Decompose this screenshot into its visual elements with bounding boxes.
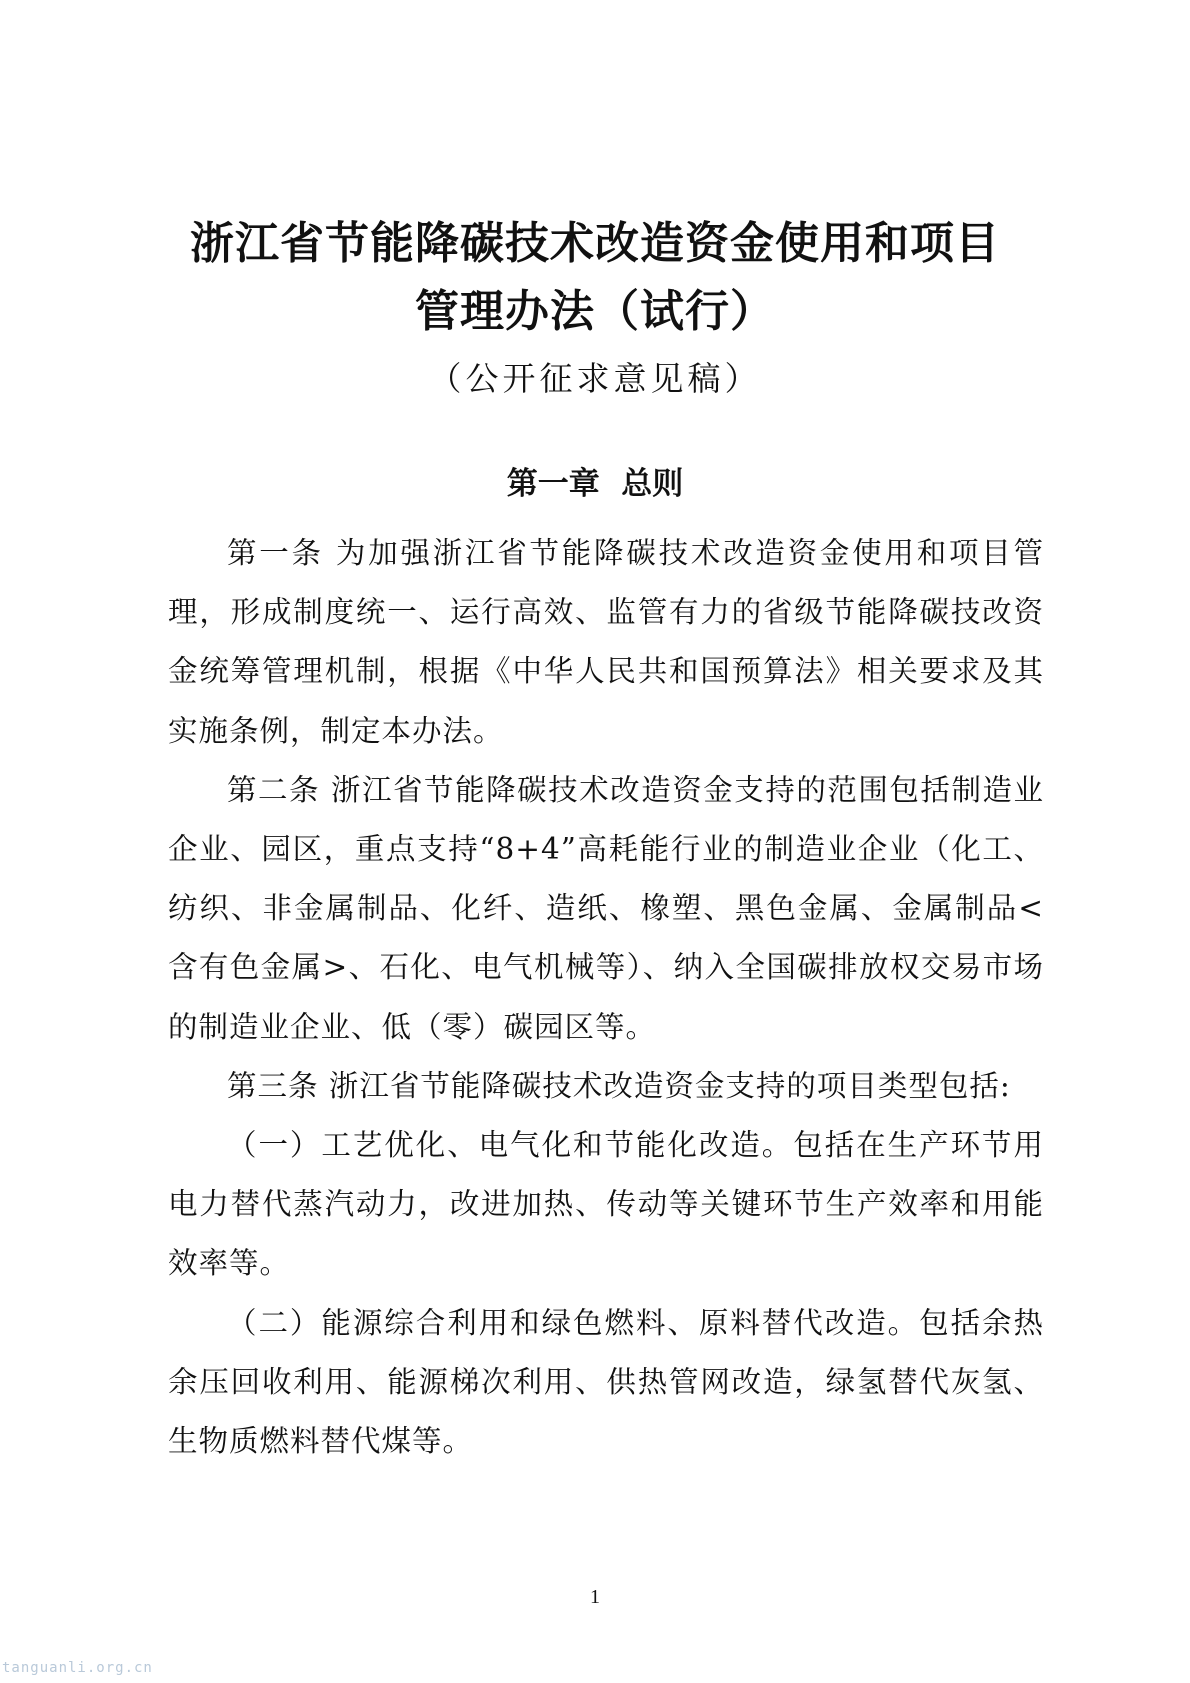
body-text [168, 524, 1044, 1471]
item-2-paragraph: （二）能源综合利用和绿色燃料、原料替代改造。包括余热余压回收利用、能源梯次利用、供热管网改造，绿氢替代灰氢、生物质燃料替代煤等。 [168, 1305, 1044, 1459]
article-2-paragraph: 第二条 浙江省节能降碳技术改造资金支持的范围包括制造业企业、园区，重点支持“8+4”高耗能行业的制造业企业（化工、纺织、非金属制品、化纤、造纸、橡塑、黑色金属、金属制品<含有色金属>、石化、电气机械等）、纳入全国碳排放权交易市场的制造业企业、低（零）碳园区等。 [168, 772, 1044, 1044]
article-3-paragraph: 第三条 浙江省节能降碳技术改造资金支持的项目类型包括: [227, 1068, 1011, 1103]
document-title-line-1: 浙江省节能降碳技术改造资金使用和项目 [190, 218, 1000, 269]
document-title-line-2: 管理办法（试行） [415, 286, 775, 337]
document-subtitle: （公开征求意见稿） [428, 359, 762, 398]
article-1-paragraph: 第一条 为加强浙江省节能降碳技术改造资金使用和项目管理，形成制度统一、运行高效、监管有力的省级节能降碳技改资金统筹管理机制，根据《中华人民共和国预算法》相关要求及其实施条例，制定本办法。 [168, 536, 1044, 748]
title-block [0, 210, 1190, 404]
chapter-heading: 第一章 总则 [506, 466, 684, 502]
page-number: 1 [590, 1586, 600, 1608]
item-1-paragraph: （一）工艺优化、电气化和节能化改造。包括在生产环节用电力替代蒸汽动力，改进加热、传动等关键环节生产效率和用能效率等。 [168, 1128, 1044, 1281]
site-watermark: tanguanli.org.cn [2, 1660, 153, 1676]
